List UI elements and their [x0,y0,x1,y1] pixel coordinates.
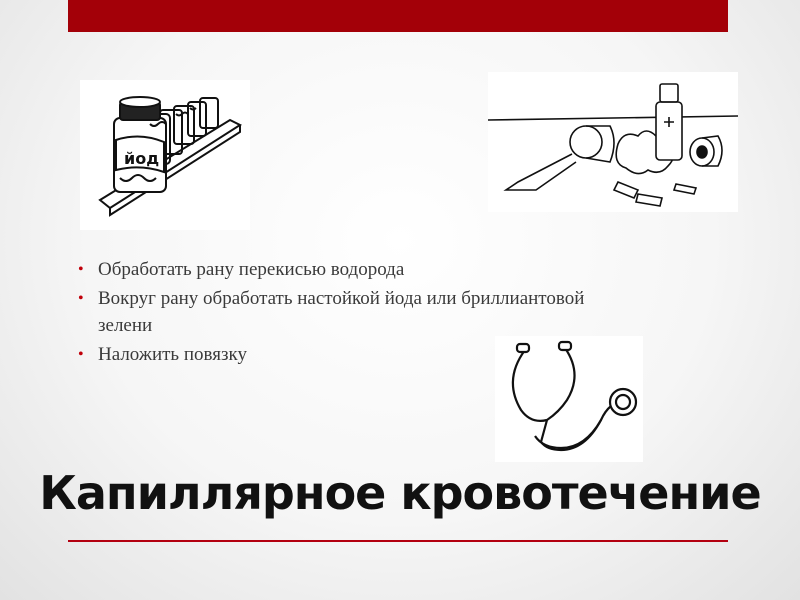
bullet-text: Наложить повязку [98,344,247,365]
first-aid-supplies-icon [488,72,738,212]
stethoscope-icon [495,336,643,462]
bullet-icon: • [78,346,84,363]
slide-title: Капиллярное кровотечение [39,466,761,520]
top-accent-bar [68,0,728,32]
bullet-icon: • [78,290,84,307]
bullet-text: Вокруг рану обработать настойкой йода или бриллиантовой зелени [98,288,585,336]
list-item [78,285,598,339]
iodine-label: йод [124,149,160,168]
title-underline [68,540,728,542]
list-item [78,256,598,283]
iodine-bottles-icon [80,80,250,230]
bullet-text: Обработать рану перекисью водорода [98,259,405,280]
bullet-icon: • [78,261,84,278]
